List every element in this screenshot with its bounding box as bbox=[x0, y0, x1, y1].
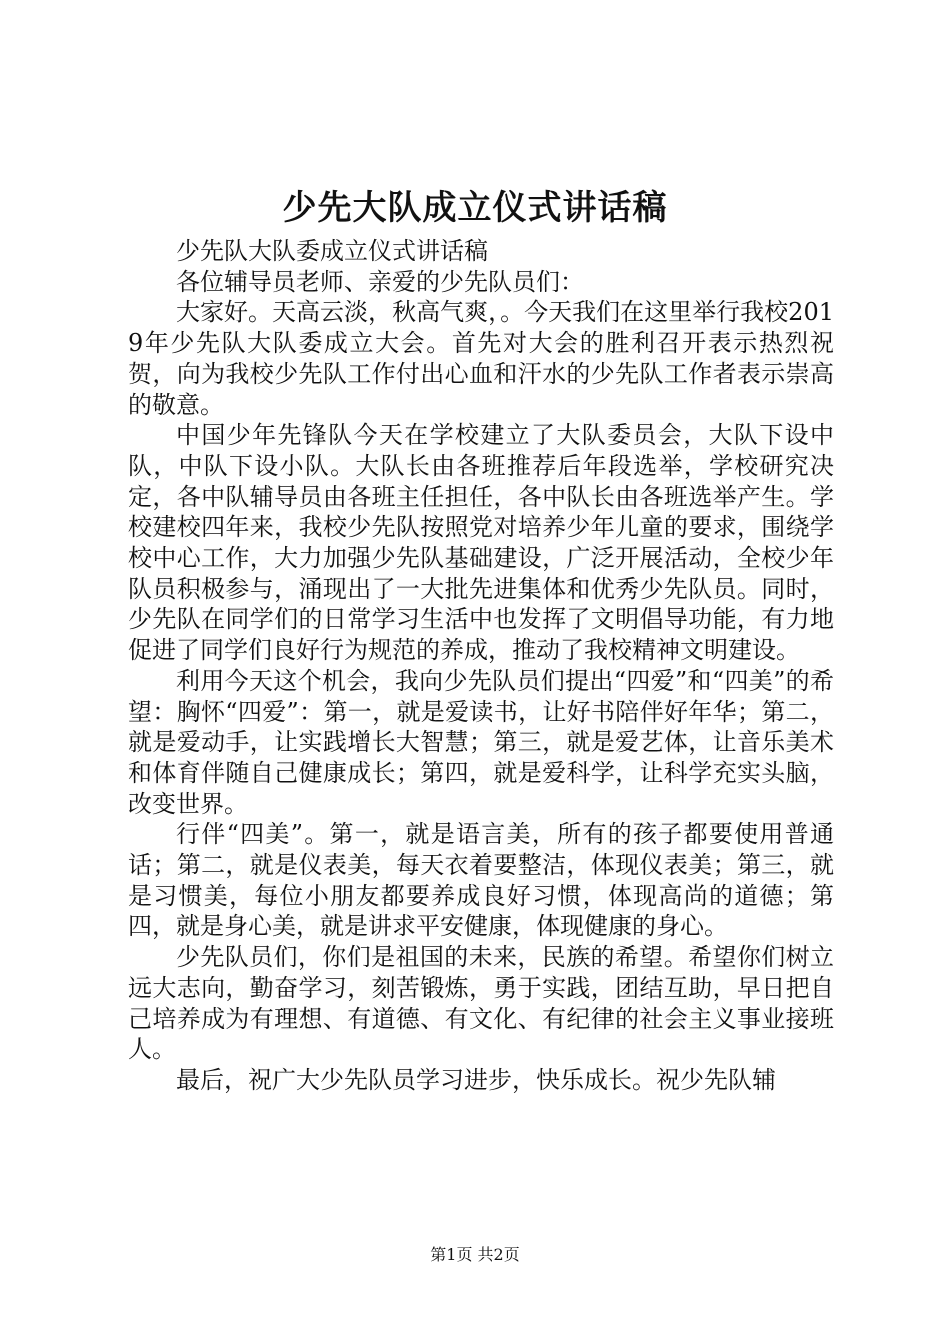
salutation-paragraph: 各位辅导员老师、亲爱的少先队员们： bbox=[176, 267, 584, 296]
body-paragraph: 少先队员们，你们是祖国的未来，民族的希望。希望你们树立远大志向，勤奋学习，刻苦锻炼，勇于实践，团结互助，早日把自己培养成为有理想、有道德、有文化、有纪律的社会主义事业接班人。 bbox=[128, 943, 834, 1064]
body-paragraph: 行伴“四美”。第一，就是语言美，所有的孩子都要使用普通话；第二，就是仪表美，每天衣着要整洁，体现仪表美；第三，就是习惯美，每位小朋友都要养成良好习惯，体现高尚的道德；第四，就是身心美，就是讲求平安健康，体现健康的身心。 bbox=[128, 820, 834, 941]
page-footer: 第1页 共2页 bbox=[430, 1245, 520, 1264]
body-paragraph: 中国少年先锋队今天在学校建立了大队委员会，大队下设中队，中队下设小队。大队长由各班推荐后年段选举，学校研究决定，各中队辅导员由各班主任担任，各中队长由各班选举产生。学校建校四年来，我校少先队按照党对培养少年儿童的要求，围绕学校中心工作，大力加强少先队基础建设，广泛开展活动，全校少年队员积极参与，涌现出了一大批先进集体和优秀少先队员。同时，少先队在同学们的日常学习生活中也发挥了文明倡导功能，有力地促进了同学们良好行为规范的养成，推动了我校精神文明建设。 bbox=[128, 421, 834, 665]
document-body bbox=[128, 236, 834, 1096]
body-paragraph: 最后，祝广大少先队员学习进步，快乐成长。祝少先队辅 bbox=[176, 1065, 776, 1094]
document-title: 少先大队成立仪式讲话稿 bbox=[282, 188, 668, 228]
body-paragraph: 大家好。天高云淡，秋高气爽，。今天我们在这里举行我校2019年少先队大队委成立大会。首先对大会的胜利召开表示热烈祝贺，向为我校少先队工作付出心血和汗水的少先队工作者表示崇高的敬意。 bbox=[128, 298, 834, 419]
body-paragraph: 利用今天这个机会，我向少先队员们提出“四爱”和“四美”的希望：胸怀“四爱”：第一，就是爱读书，让好书陪伴好年华；第二，就是爱动手，让实践增长大智慧；第三，就是爱艺体，让音乐美术和体育伴随自己健康成长；第四，就是爱科学，让科学充实头脑，改变世界。 bbox=[128, 666, 834, 818]
subtitle-paragraph: 少先队大队委成立仪式讲话稿 bbox=[176, 237, 488, 265]
